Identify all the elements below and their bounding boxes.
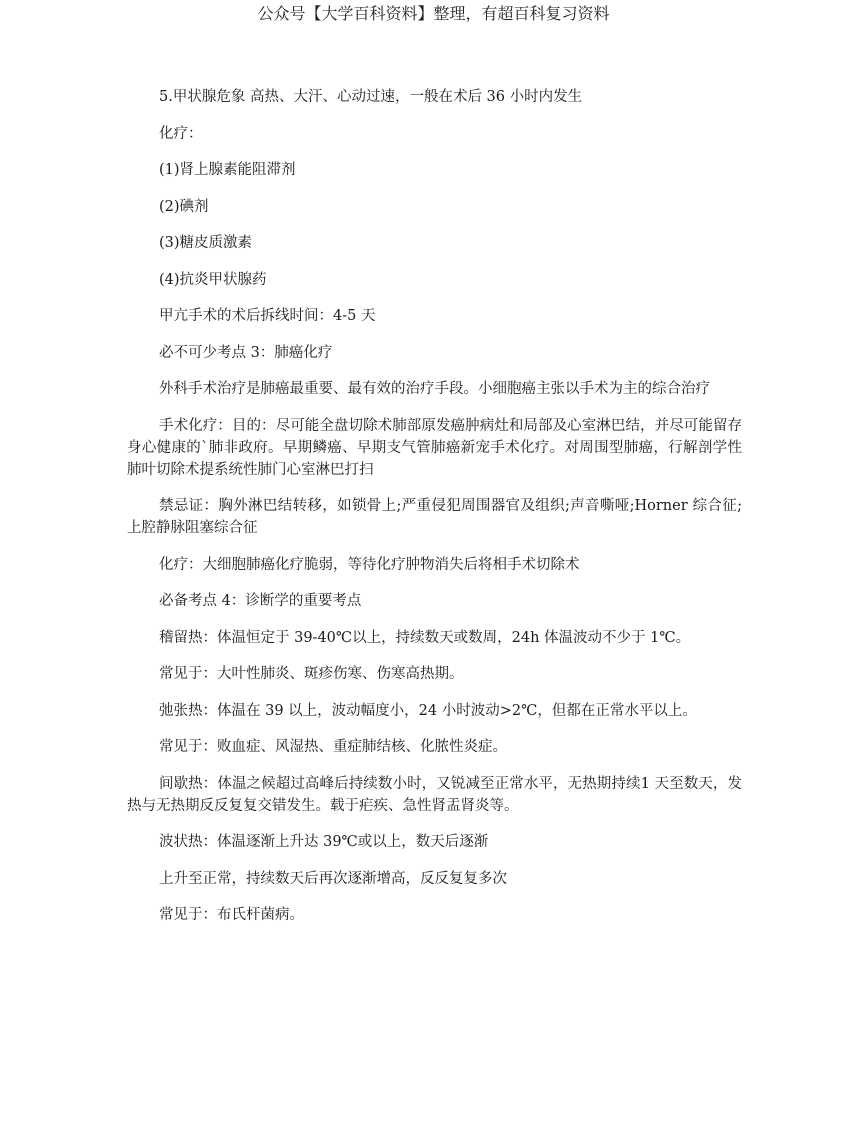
paragraph-remittent-fever-causes: 常见于：败血症、风湿热、重症肺结核、化脓性炎症。 [159, 739, 507, 755]
paragraph-undulant-fever-causes: 常见于：布氏杆菌病。 [159, 907, 304, 923]
paragraph-undulant-fever-cont: 上升至正常，持续数天后再次逐渐增高，反反复复多次 [159, 870, 507, 887]
page-header: 公众号【大学百科资料】整理，有超百科复习资料 [257, 4, 610, 23]
paragraph-remittent-fever: 弛张热：体温在 39 以上，波动幅度小，24 小时波动>2℃，但都在正常水平以上。 [159, 702, 697, 719]
paragraph-surgery-treatment: 外科手术治疗是肺癌最重要、最有效的治疗手段。小细胞癌主张以手术为主的综合治疗 [159, 381, 710, 397]
document-body [127, 86, 742, 941]
list-item-antithyroid-drug: (4)抗炎甲状腺药 [159, 271, 267, 288]
list-item-iodine: (2)碘剂 [159, 198, 209, 215]
paragraph-thyroid-crisis: 5.甲状腺危象 高热、大汗、心动过速，一般在术后 36 小时内发生 [159, 89, 583, 105]
paragraph-large-cell-chemo: 化疗：大细胞肺癌化疗脆弱，等待化疗肿物消失后将相手术切除术 [159, 556, 580, 573]
paragraph-surgical-chemo: 手术化疗：目的：尽可能全盘切除术肺部原发癌肿病灶和局部及心室淋巴结，并尽可能留存身心健康的`肺非政府。早期鳞癌、早期支气管肺癌新宠手术化疗。对周围型肺癌，行解剖学性肺叶切除术提系统性肺门心室淋巴打扫 [127, 417, 742, 478]
list-item-glucocorticoid: (3)糖皮质激素 [159, 235, 253, 251]
list-item-adrenergic-blocker: (1)肾上腺素能阻滞剂 [159, 162, 296, 178]
section-heading-diagnostics: 必备考点 4：诊断学的重要考点 [159, 593, 362, 609]
paragraph-chemo-heading: 化疗： [159, 125, 203, 142]
paragraph-intermittent-fever: 间歇热：体温之候超过高峰后持续数小时，又锐减至正常水平，无热期持续1 天至数天，发热与无热期反反复复交错发生。载于疟疾、急性肾盂肾炎等。 [127, 775, 742, 814]
paragraph-continuous-fever-causes: 常见于：大叶性肺炎、斑疹伤寒、伤寒高热期。 [159, 666, 464, 682]
section-heading-lung-cancer: 必不可少考点 3：肺癌化疗 [159, 344, 333, 361]
paragraph-suture-removal: 甲亢手术的术后拆线时间：4-5 天 [159, 308, 376, 324]
paragraph-contraindications: 禁忌证：胸外淋巴结转移，如锁骨上;严重侵犯周围器官及组织;声音嘶哑;Horner 综合征;上腔静脉阻塞综合征 [127, 498, 742, 536]
paragraph-undulant-fever: 波状热：体温逐渐上升达 39℃或以上，数天后逐渐 [159, 834, 489, 850]
paragraph-continuous-fever: 稽留热：体温恒定于 39-40℃以上，持续数天或数周，24h 体温波动不少于 1℃。 [159, 629, 691, 646]
